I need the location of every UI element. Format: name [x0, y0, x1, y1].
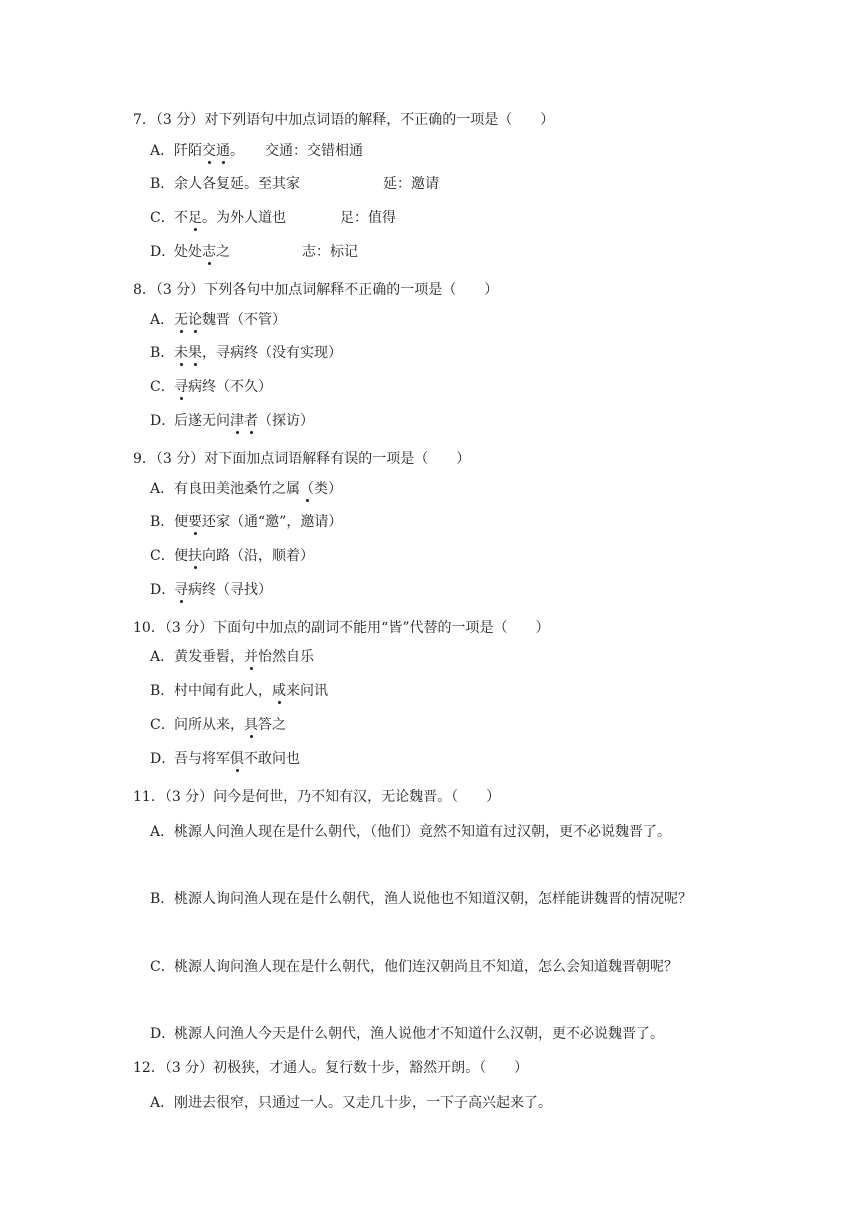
question-9-stem: 9．（3 分）对下面加点词语解释有误的一项是（ ） [133, 451, 471, 467]
option-text: 刚进去很窄，只通过一人。又走几十步，一下子高兴起来了。 [174, 1095, 552, 1111]
question-7-option-b [150, 174, 439, 194]
option-letter: A． [150, 1095, 175, 1111]
option-letter: B． [150, 891, 175, 907]
option-letter: D． [150, 751, 176, 767]
question-11-stem: 11．（3 分）问今是何世，乃不知有汉，无论魏晋。（ ） [133, 789, 501, 805]
option-letter: C． [150, 717, 175, 733]
option-letter: A． [150, 312, 175, 328]
option-gloss: 延：邀请 [383, 176, 439, 192]
question-11-option-c [150, 957, 678, 977]
option-letter: D． [150, 1026, 176, 1042]
question-10-option-d [150, 749, 300, 769]
option-text: 黄发垂髫，并怡然自乐 [174, 649, 314, 665]
option-text: 吾与将军俱不敢问也 [174, 751, 300, 767]
option-letter: B． [150, 683, 175, 699]
option-text: 后遂无问津者（探访） [174, 413, 314, 429]
question-7-option-c [150, 208, 396, 228]
option-text: 寻病终（不久） [174, 379, 272, 395]
option-letter: C． [150, 959, 175, 975]
question-7-stem: 7．（3 分）对下列语句中加点词语的解释，不正确的一项是（ ） [133, 112, 555, 128]
option-text: 村中闻有此人，咸来问讯 [174, 683, 328, 699]
option-text: 桃源人问渔人今天是什么朝代，渔人说他才不知道什么汉朝，更不必说魏晋了。 [174, 1026, 664, 1042]
question-9-option-d [150, 580, 272, 600]
option-letter: A． [150, 824, 175, 840]
option-letter: D． [150, 244, 176, 260]
option-text: 桃源人询问渔人现在是什么朝代，渔人说他也不知道汉朝，怎样能讲魏晋的情况呢？ [174, 891, 692, 907]
question-12-option-a [150, 1093, 552, 1113]
question-10-option-a [150, 647, 314, 667]
option-text: 未果，寻病终（没有实现） [174, 345, 342, 361]
option-letter: B． [150, 176, 175, 192]
question-10-stem: 10．（3 分）下面句中加点的副词不能用“皆”代替的一项是（ ） [133, 620, 550, 636]
option-text: 有良田美池桑竹之属（类） [174, 481, 342, 497]
option-gloss: 交通：交错相通 [265, 143, 363, 159]
option-text: 便扶向路（沿，顺着） [174, 548, 314, 564]
question-9-option-c [150, 546, 314, 566]
option-text: 阡陌交通。 [174, 143, 244, 159]
option-text: 不足。为外人道也 [174, 210, 286, 226]
option-gloss: 足：值得 [340, 210, 396, 226]
option-text: 寻病终（寻找） [174, 582, 272, 598]
option-text: 无论魏晋（不管） [174, 312, 286, 328]
option-letter: C． [150, 379, 175, 395]
option-letter: D． [150, 413, 176, 429]
option-letter: A． [150, 481, 175, 497]
option-letter: C． [150, 548, 175, 564]
question-8-option-a [150, 310, 286, 330]
question-7-option-d [150, 242, 358, 262]
option-letter: D． [150, 582, 176, 598]
option-letter: A． [150, 143, 175, 159]
option-letter: C． [150, 210, 175, 226]
option-text: 桃源人询问渔人现在是什么朝代，他们连汉朝尚且不知道，怎么会知道魏晋朝呢？ [174, 959, 678, 975]
option-gloss: 志：标记 [302, 244, 358, 260]
option-text: 余人各复延。至其家 [174, 176, 300, 192]
question-8-stem: 8．（3 分）下列各句中加点词解释不正确的一项是（ ） [133, 282, 499, 298]
option-letter: B． [150, 345, 175, 361]
question-11-option-b [150, 889, 692, 909]
question-11-option-a [150, 822, 671, 842]
question-8-option-d [150, 411, 314, 431]
question-8-option-b [150, 343, 342, 363]
question-9-option-b [150, 512, 342, 532]
option-text: 处处志之 [174, 244, 230, 260]
option-letter: A． [150, 649, 175, 665]
question-9-option-a [150, 479, 342, 499]
question-11-option-d [150, 1024, 664, 1044]
question-10-option-c [150, 715, 286, 735]
option-text: 问所从来，具答之 [174, 717, 286, 733]
option-text: 便要还家（通“邀”，邀请） [174, 514, 343, 530]
question-12-stem: 12．（3 分）初极狭，才通人。复行数十步，豁然开朗。（ ） [133, 1060, 529, 1076]
option-text: 桃源人问渔人现在是什么朝代，（他们）竟然不知道有过汉朝，更不必说魏晋了。 [174, 824, 671, 840]
question-8-option-c [150, 377, 272, 397]
question-10-option-b [150, 681, 328, 701]
question-7-option-a [150, 141, 363, 161]
option-letter: B． [150, 514, 175, 530]
